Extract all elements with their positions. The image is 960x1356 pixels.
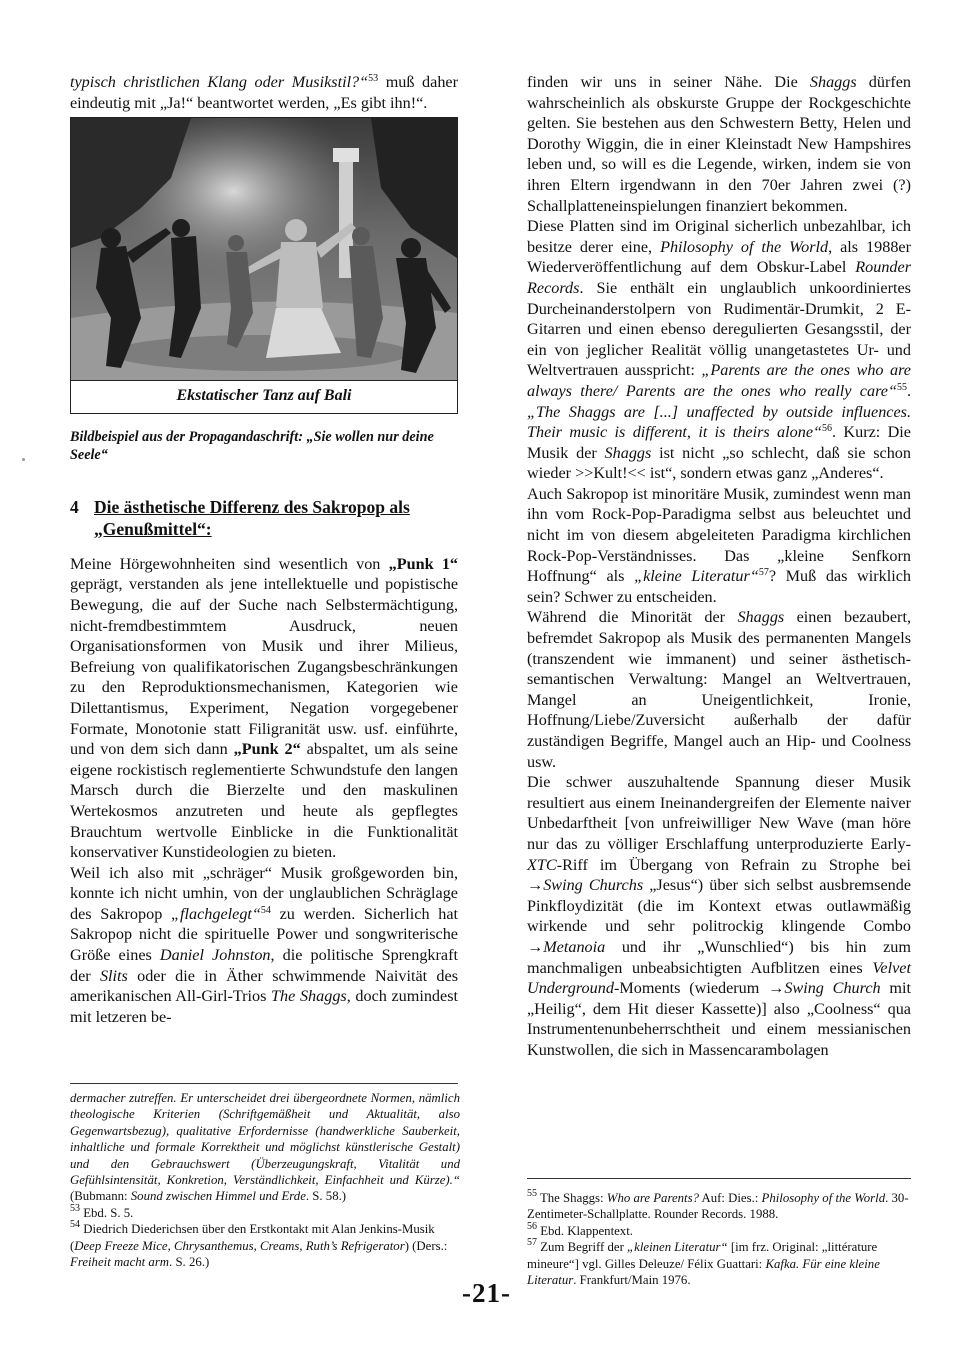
paragraph: Die schwer auszuhaltende Spannung dieser Musik resultiert aus einem Ineinandergreifen der Elemente naiver Unbedarftheit [von unfreiwilliger New Wave (man höre nur das zu völliger Erschlaffung unterproduzierte Early-XTC-Riff im Übergang von Refrain zu Strophe bei →Swing Churchs „Jesus“) über sich selbst ausbremsende Pinkfloydizität (die im Kontext etwas outlawmäßig wirkende und sehr politrockig klingende Combo →Metanoia und ihr „Wunschlied“) bis hin zum manchmaligen unbeabsichtigten Aufblitzen eines Velvet Underground-Moments (wiederum →Swing Church mit „Heilig“, dem Hit dieser Kassette)] also „Coolness“ qua Instrumentenunbeherrschtheit und einem messianischen Kunstwollen, die sich in Massencarambolagen — [527, 773, 912, 1059]
footnote-57: $^{57}$ Zum Begriff der „kleinen Literatur“ [im frz. Original: „littérature mineure“] vgl. Gilles Deleuze/ Félix Guattari: Kafka. Für eine kleine Literatur. Frankfurt/Main 1976. — [527, 1237, 880, 1288]
footnote-continuation: dermacher zutreffen. Er unterscheidet drei übergeordnete Normen, nämlich theologische Kriterien (Schriftgemäßheit und Aktualität, also Gegenwartsbezug), qualitative Erfordernisse (handwerkliche Sauberkeit, inhaltliche und formale Korrektheit und möglichst künstlerische Gestalt) und den Gebrauchswert (Überzeugungskraft, Vitalität und Gefühlsintensität, Konkretion, Verständlichkeit, Einfachheit und Kürze).“ (Bubmann: Sound zwischen Himmel und Erde. S. 58.) — [70, 1091, 460, 1204]
footnotes-left — [70, 1090, 460, 1270]
paragraph: Diese Platten sind im Original sicherlich unbezahlbar, ich besitze derer eine, Philosophy of the World, als 1988er Wiederveröffentlichung auf dem Obskur-Label Rounder Records. Sie enthält ein unglaublich unkoordiniertes Durcheinanderstolpern von Rudimentär-Drumkit, 2 E-Gitarren und einen ebenso deregulierten Gesangsstil, der ein von jeglicher Realität völlig unangetastetes Ur- und Weltvertrauen ausspricht: „Parents are the ones who are always there/ Parents are the ones who really care“$^{55}$. „The Shaggs are [...] unaffected by outside influences. Their music is different, it is theirs alone“$^{56}$. Kurz: Die Musik der Shaggs ist nicht „so schlecht, daß sie schon wieder >>Kult!<< ist“, sondern etwas ganz „Anderes“. — [527, 217, 911, 483]
footnote-divider — [70, 1083, 458, 1084]
paragraph: Weil ich also mit „schräger“ Musik großgeworden bin, konnte ich nicht umhin, von der unglaublichen Schräglage des Sakropop „flachgelegt“$^{54}$ zu werden. Sicherlich hat Sakropop nicht die spirituelle Power und songwriterische Größe eines Daniel Johnston, die politische Sprengkraft der Slits oder die in Äther schwimmende Naivität des amerikanischen All-Girl-Trios The Shaggs, doch zumindest mit letzeren be- — [70, 863, 458, 1026]
footnote-56: $^{56}$ Ebd. Klappentext. — [527, 1220, 633, 1238]
left-column — [70, 72, 458, 1027]
footnote-divider — [527, 1178, 911, 1179]
image-note: Bildbeispiel aus der Propagandaschrift: „Sie wollen nur deine Seele“ — [70, 428, 434, 463]
paragraph: Während die Minorität der Shaggs einen bezaubert, befremdet Sakropop als Musik des permanenten Mangels (transzendent wie immanent) und seiner ästhetisch-semantischen Verwaltung: Mangel an Weltvertrauen, Mangel an Uneigentlichkeit, Ironie, Hoffnung/Liebe/Zuversicht außerhalb der dafür zuständigen Begriffe, Mangel auch an Hip- und Coolness usw. — [527, 608, 911, 771]
figure-caption: Ekstatischer Tanz auf Bali — [71, 380, 457, 413]
intro-lines: typisch christlichen Klang oder Musikstil?“$^{53}$ muß daher eindeutig mit „Ja!“ beantwortet werden, „Es gibt ihn!“. — [70, 73, 458, 112]
page-number: -21- — [462, 1278, 511, 1308]
footnote-55: $^{55}$ The Shaggs: Who are Parents? Auf: Dies.: Philosophy of the World. 30-Zentimeter-Schallplatte. Rounder Records. 1988. — [527, 1188, 909, 1222]
footnotes-right — [527, 1190, 913, 1288]
section-heading — [70, 496, 458, 540]
right-column — [527, 72, 911, 1061]
footnote-54: $^{54}$ Diedrich Diederichsen über den Erstkontakt mit Alan Jenkins-Musik (Deep Freeze Mice, Chrysanthemus, Creams, Ruth’s Refrigerator) (Ders.: Freiheit macht arm. S. 26.) — [70, 1219, 448, 1270]
section-number: 4 — [70, 496, 79, 517]
section-title: Die ästhetische Differenz des Sakropop als „Genußmittel“: — [94, 496, 410, 539]
figure — [70, 117, 458, 414]
photo-balinese-dance — [71, 118, 457, 380]
paragraph: Auch Sakropop ist minoritäre Musik, zumindest wenn man ihn vom Rock-Pop-Paradigma selbst aus beleuchtet und nicht im von diesem abgeleiteten Paradigma kirchlichen Rock-Pop-Verständnisses. Das „kleine Senfkorn Hoffnung“ als „kleine Literatur“$^{57}$? Muß das wirklich sein? Schwer zu entscheiden. — [527, 484, 911, 606]
paragraph: Meine Hörgewohnheiten sind wesentlich von „Punk 1“ geprägt, verstanden als jene intellektuelle und popistische Bewegung, die auf der Suche nach Selbstermächtigung, nicht-fremdbestimmtem Ausdruck, neuen Organisationsformen von Musik und ihrer Milieus, Befreiung von qualifikatorischen Zugangsbeschränkungen zu den Reproduktionsmechanismen, Kategorien wie Dilettantismus, Experiment, Negation vorgegebener Formate, Monotonie statt Filigranität usw. usf. einführte, und von dem sich dann „Punk 2“ abspaltet, um als seine eigene rockistisch reglementierte Schwundstufe den langen Marsch durch die Bierzelte und den maskulinen Wertekosmos anzutreten und heute als gepflegtes Brauchtum wertvolle Einblicke in die Funktionalität konservativer Kunstideologien zu bieten. — [70, 554, 459, 862]
paragraph: finden wir uns in seiner Nähe. Die Shaggs dürfen wahrscheinlich als obskurste Gruppe der Rockgeschichte gelten. Sie bestehen aus den Schwestern Betty, Helen und Dorothy Wiggin, die in einer Kleinstadt New Hampshires leben und, so will es die Legende, wirken, indem sie von ihren Eltern irgendwann in den 70er Jahren zwei (?) Schallplatteneinspielungen finanziert bekommen. — [527, 73, 912, 215]
footnote-53: $^{53}$ Ebd. S. 5. — [70, 1202, 134, 1220]
scan-speck — [22, 458, 25, 461]
